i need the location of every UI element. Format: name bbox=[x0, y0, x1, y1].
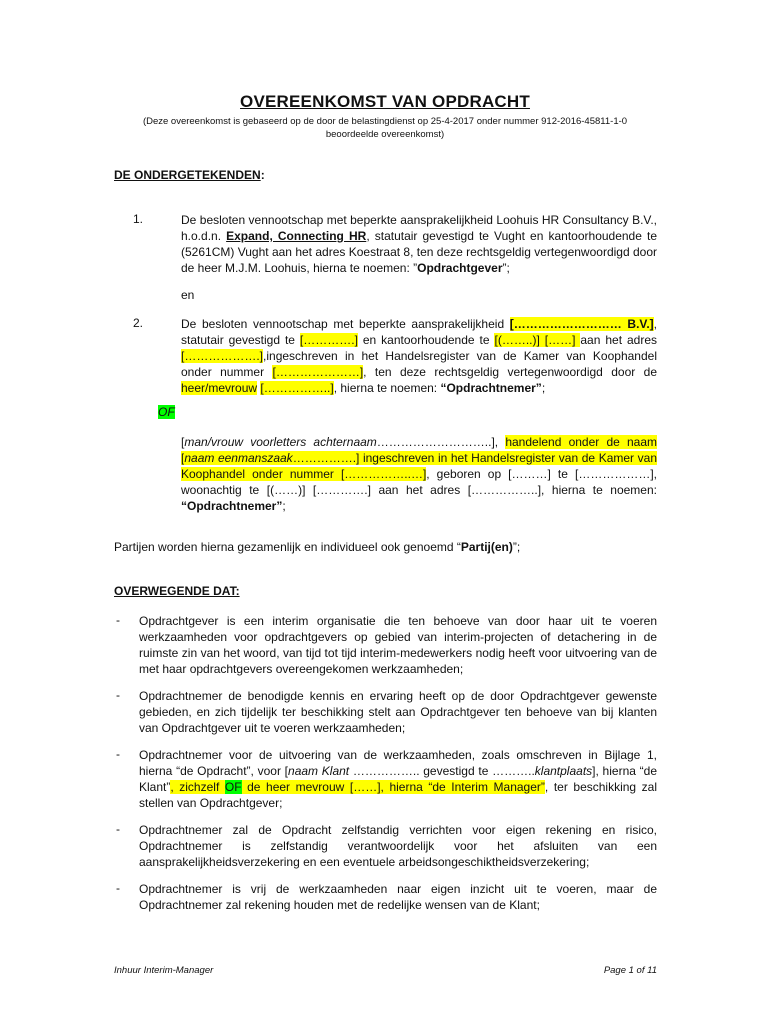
placeholder-trade-name-end: …………….] bbox=[292, 451, 360, 465]
parties-definition bbox=[114, 540, 520, 554]
placeholder-name-italic: man/vrouw voorletters achternaam bbox=[184, 435, 377, 449]
text-run: en kantoorhoudende te bbox=[357, 333, 495, 347]
alternative-of-label bbox=[158, 405, 175, 419]
text-run: De besloten vennootschap met beperkte aansprakelijkheid Loohuis HR Consultancy B.V., h.o.d.n. bbox=[181, 213, 657, 243]
bullet-dash: - bbox=[116, 881, 120, 895]
text-run: ], hierna “de Klant” bbox=[139, 764, 657, 794]
placeholder-klant-name: naam Klant bbox=[288, 764, 350, 778]
text-run: , statutair gevestigd te Vught en kantoorhoudende te (5261CM) Vught aan het adres Koestraat 8, ten deze rechtsgeldig vertegenwoordigd door de heer M.J.M. Loohuis, hierna te noemen: ” bbox=[181, 229, 658, 275]
text-run: ………………………..], bbox=[376, 435, 506, 449]
text-run: ,ingeschreven in het Handelsregister van de Kamer van Koophandel onder nummer bbox=[181, 349, 657, 379]
whereas-item-3 bbox=[139, 747, 657, 811]
text-run: ; bbox=[541, 381, 546, 395]
party-2-number: 2. bbox=[133, 316, 144, 330]
conjunction-en: en bbox=[181, 288, 195, 302]
text-run: , statutair gevestigd te bbox=[181, 317, 658, 347]
bullet-dash: - bbox=[116, 822, 120, 836]
text-run: Opdrachtnemer voor de uitvoering van de werkzaamheden, zoals omschreven in Bijlage 1, hierna “de Opdracht”, voor [ bbox=[139, 748, 657, 778]
subtitle-line-2: beoordeelde overeenkomst) bbox=[325, 129, 445, 140]
text-run: , hierna te noemen: bbox=[333, 381, 441, 395]
section-heading-text: DE ONDERGETEKENDEN bbox=[114, 168, 261, 182]
footer-page-number: Page 1 of 11 bbox=[603, 965, 657, 976]
party-1-number: 1. bbox=[133, 212, 144, 226]
party-2-alt-paragraph bbox=[181, 434, 657, 514]
highlight-of: OF bbox=[224, 780, 242, 794]
placeholder-address: [……………….] bbox=[181, 349, 264, 363]
placeholder-trade-name-lead: handelend onder de naam [ bbox=[181, 435, 657, 465]
bullet-dash: - bbox=[116, 613, 120, 627]
text-run: , geboren op [………] te [………………], woonachtig te [(……)] [………….] aan het adres [……………..], hierna te noemen: bbox=[181, 467, 657, 497]
text-run: …………….. gevestigd te ……….. bbox=[349, 764, 535, 778]
placeholder-eenmanszaak: naam eenmanszaak bbox=[184, 451, 293, 465]
role-opdrachtnemer-alt: “Opdrachtnemer” bbox=[181, 499, 283, 513]
text-run: , ten deze rechtsgeldig vertegenwoordigd door de bbox=[363, 365, 657, 379]
placeholder-heer-mevrouw: heer/mevrouw bbox=[181, 381, 258, 395]
text-run: [ bbox=[181, 435, 185, 449]
text-run: ”; bbox=[502, 261, 510, 275]
highlight-zichzelf: , zichzelf bbox=[170, 780, 225, 794]
text-run: De besloten vennootschap met beperkte aansprakelijkheid bbox=[181, 317, 510, 331]
text-run: Partijen worden hierna gezamenlijk en individueel ook genoemd “ bbox=[114, 540, 461, 554]
role-opdrachtgever: Opdrachtgever bbox=[417, 261, 503, 275]
text-run: , ter beschikking zal stellen van Opdrachtgever; bbox=[139, 780, 658, 810]
placeholder-postcode-city: [(……..)] [……] bbox=[494, 333, 581, 347]
whereas-item-2: Opdrachtnemer de benodigde kennis en ervaring heeft op de door Opdrachtgever gewenste gebieden, en zich tijdelijk ter beschikking stelt aan Opdrachtgever ten behoeve van bij klanten van Opdrachtgever uit te voeren werkzaamheden; bbox=[139, 689, 657, 735]
heading-colon: : bbox=[260, 168, 265, 182]
whereas-item-1: Opdrachtgever is een interim organisatie die ten behoeve van door haar uit te voeren werkzaamheden voor opdrachtgevers op gebied van interim-projecten of detachering in de ruimste zin van het woord, van tijd tot tijd interim-medewerkers nodig heeft voor uitvoering van de met haar opdrachtgevers overeengekomen werkzaamheden; bbox=[139, 614, 657, 676]
footer-document-name: Inhuur Interim-Manager bbox=[114, 965, 214, 976]
whereas-item-4: Opdrachtnemer zal de Opdracht zelfstandig verrichten voor eigen rekening en risico, Opdrachtnemer is zelfstandig verantwoordelijk voor het afsluiten van een aansprakelijkheidsverzekering en een eventuele arbeidsongeschiktheidsverzekering; bbox=[139, 823, 657, 869]
party-1-paragraph bbox=[181, 212, 657, 276]
placeholder-kvk-registration: ingeschreven in het Handelsregister van de Kamer van Koophandel onder nummer [……………..…] bbox=[181, 451, 657, 481]
placeholder-representative: [……………..] bbox=[260, 381, 334, 395]
placeholder-seat: [………….] bbox=[299, 333, 358, 347]
placeholder-company-name: [……………………… B.V.] bbox=[509, 317, 654, 331]
subtitle-line-1: (Deze overeenkomst is gebaseerd op de door de belastingdienst op 25-4-2017 onder nummer 912-2016-45811-1-0 bbox=[142, 116, 628, 127]
placeholder-klant-place: klantplaats bbox=[534, 764, 593, 778]
document-title: OVEREENKOMST VAN OPDRACHT bbox=[240, 92, 530, 111]
role-opdrachtnemer: “Opdrachtnemer” bbox=[440, 381, 542, 395]
section-heading-undersigned bbox=[114, 168, 265, 182]
placeholder-kvk-number: […………………] bbox=[272, 365, 364, 379]
section-heading-whereas: OVERWEGENDE DAT: bbox=[114, 584, 240, 598]
whereas-item-5: Opdrachtnemer is vrij de werkzaamheden naar eigen inzicht uit te voeren, maar de Opdrachtnemer zal rekening houden met de redelijke wensen van de Klant; bbox=[139, 882, 657, 912]
party-2-paragraph bbox=[181, 316, 657, 396]
document-subtitle bbox=[115, 115, 655, 141]
text-run: aan het adres bbox=[580, 333, 657, 347]
of-highlight: OF bbox=[158, 405, 175, 419]
bullet-dash: - bbox=[116, 688, 120, 702]
text-run: ; bbox=[282, 499, 286, 513]
trade-name: Expand, Connecting HR bbox=[226, 229, 367, 243]
parties-term: Partij(en) bbox=[460, 540, 513, 554]
text-run: ”; bbox=[512, 540, 521, 554]
bullet-dash: - bbox=[116, 747, 120, 761]
highlight-interim-manager: de heer mevrouw [……], hierna “de Interim Manager” bbox=[241, 780, 545, 794]
